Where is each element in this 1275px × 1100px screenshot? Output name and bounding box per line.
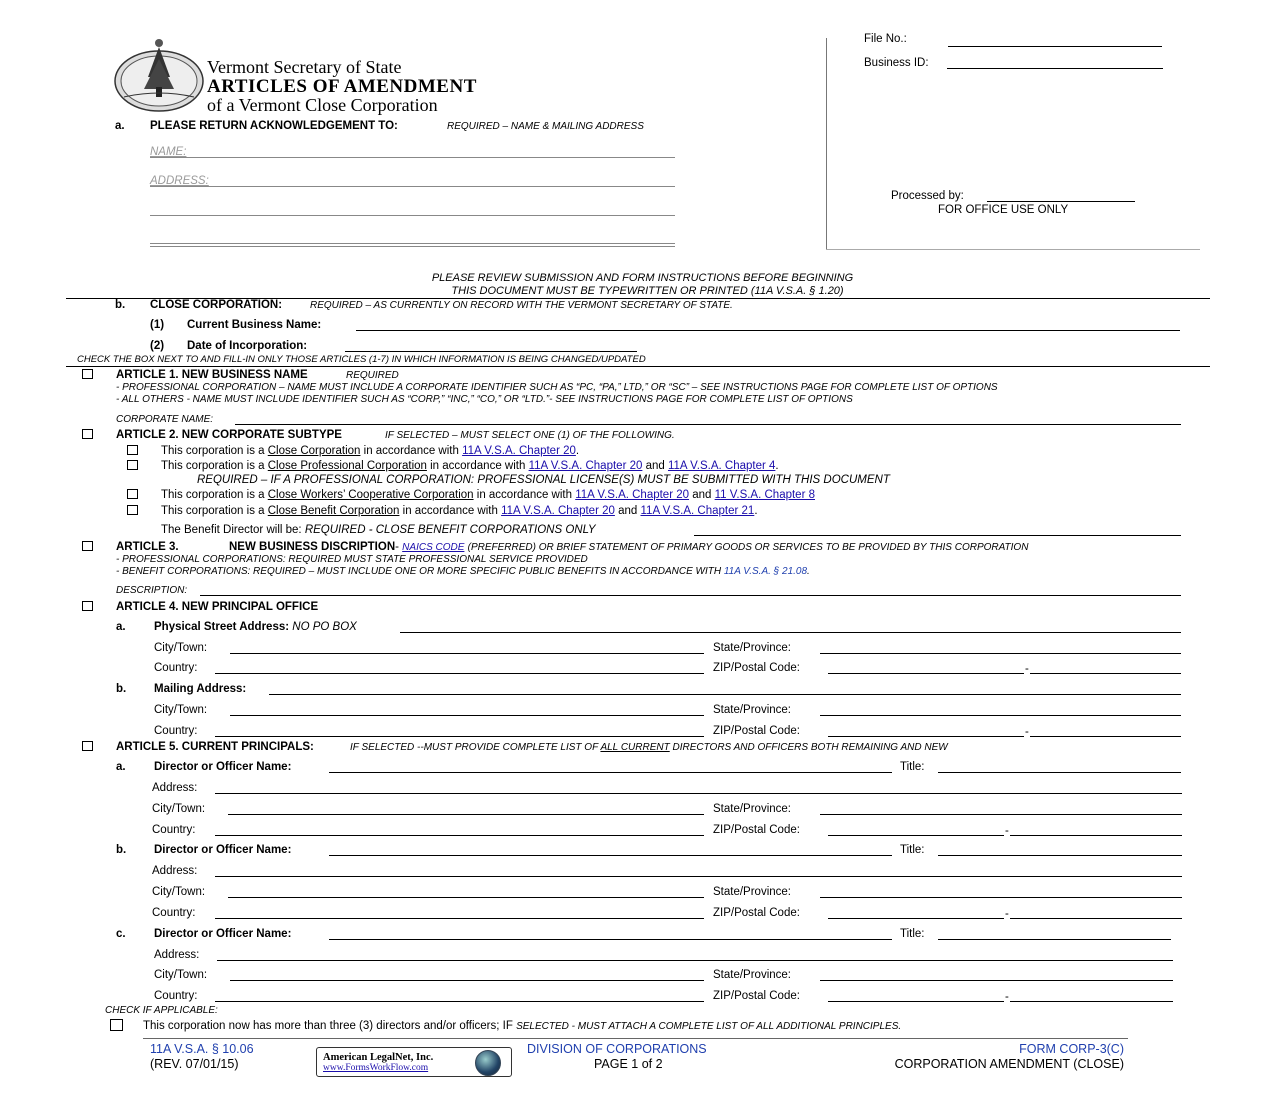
office-bottom-rule — [826, 249, 1200, 250]
a4-b-zip-dash: - — [1025, 726, 1029, 738]
subtype-professional-option: This corporation is a Close Professional Corporation in accordance with 11A V.S.A. Chapter 20 and 11A V.S.A. Chapter 4. — [161, 460, 779, 472]
logo-company: American LegalNet, Inc. — [323, 1052, 434, 1063]
principal-a-country-label: Country: — [152, 824, 196, 836]
principal-b-country-field[interactable] — [215, 918, 704, 919]
principal-a-zip-label: ZIP/Postal Code: — [713, 824, 800, 836]
principal-c-state-label: State/Province: — [713, 969, 791, 981]
office-use-label: FOR OFFICE USE ONLY — [938, 204, 1069, 216]
additional-principals-text: This corporation now has more than three (3) directors and/or officers; IF SELECTED - MUST ATTACH A COMPLETE LIST OF ALL ADDITIONAL PRINCIPLES. — [143, 1020, 902, 1032]
principal-c-city-field[interactable] — [230, 980, 704, 981]
agency-name: Vermont Secretary of State — [207, 57, 402, 77]
principal-a-letter: a. — [116, 761, 126, 773]
incorporation-date-label: Date of Incorporation: — [187, 340, 308, 352]
principal-c-address-field[interactable] — [217, 960, 1173, 961]
principal-b-zip-field[interactable] — [828, 918, 1004, 919]
instruction-line-1: PLEASE REVIEW SUBMISSION AND FORM INSTRUCTIONS BEFORE BEGINNING — [431, 272, 854, 284]
subtype-close-checkbox[interactable] — [127, 445, 138, 455]
benefit-director-field[interactable] — [694, 535, 1181, 536]
principal-c-name-field[interactable] — [329, 939, 892, 940]
form-title: ARTICLES OF AMENDMENT — [207, 76, 477, 97]
file-no-field[interactable] — [948, 46, 1162, 47]
principal-a-address-field[interactable] — [215, 793, 1182, 794]
a4-a-state-label: State/Province: — [713, 642, 791, 654]
link-ch20-professional[interactable]: 11A V.S.A. Chapter 20 — [528, 460, 643, 472]
a4-a-letter: a. — [116, 621, 126, 633]
mailing-address-field[interactable] — [269, 694, 1181, 695]
benefit-director-row: The Benefit Director will be: REQUIRED - CLOSE BENEFIT CORPORATIONS ONLY — [161, 524, 596, 536]
principal-b-title-label: Title: — [900, 844, 925, 856]
subtype-workers-label: Close Workers’ Cooperative Corporation — [267, 489, 474, 501]
form-subtitle: of a Vermont Close Corporation — [207, 95, 438, 115]
principal-a-city-label: City/Town: — [152, 803, 206, 815]
physical-address-row: Physical Street Address: NO PO BOX — [154, 621, 357, 633]
section-a-letter: a. — [115, 120, 125, 132]
footer-page: PAGE 1 of 2 — [594, 1057, 663, 1071]
globe-icon — [475, 1050, 501, 1076]
principal-a-state-label: State/Province: — [713, 803, 791, 815]
incorporation-date-field[interactable] — [345, 351, 637, 352]
principal-a-zip-field[interactable] — [828, 835, 1004, 836]
principal-b-zip-dash: - — [1005, 908, 1009, 920]
file-no-label: File No.: — [864, 33, 907, 45]
close-corp-label: CLOSE CORPORATION: — [150, 299, 283, 311]
principal-c-letter: c. — [116, 928, 126, 940]
a4-b-zip-label: ZIP/Postal Code: — [713, 725, 800, 737]
principal-b-name-field[interactable] — [329, 855, 892, 856]
physical-address-field[interactable] — [400, 632, 1181, 633]
principal-a-name-label: Director or Officer Name: — [154, 761, 292, 773]
subtype-close-label: Close Corporation — [267, 445, 361, 457]
section-divider-2 — [66, 366, 1210, 367]
forms-workflow-logo[interactable] — [316, 1047, 512, 1077]
link-ch8[interactable]: 11 V.S.A. Chapter 8 — [714, 489, 815, 501]
principal-c-zip-dash: - — [1005, 991, 1009, 1003]
description-label: DESCRIPTION: — [116, 585, 188, 596]
article-3-line-2: - BENEFIT CORPORATIONS: REQUIRED – MUST INCLUDE ONE OR MORE SPECIFIC PUBLIC BENEFITS IN ACCORDANCE WITH 11A V.S.A. § 21.08. — [116, 566, 810, 577]
principal-a-zip-dash: - — [1005, 825, 1009, 837]
naics-code-link[interactable]: NAICS CODE — [402, 542, 465, 553]
a4-b-state-label: State/Province: — [713, 704, 791, 716]
principal-b-zip-label: ZIP/Postal Code: — [713, 907, 800, 919]
subtype-close-option: This corporation is a Close Corporation in accordance with 11A V.S.A. Chapter 20. — [161, 445, 580, 457]
section-b-letter: b. — [115, 299, 126, 311]
principal-c-zip-label: ZIP/Postal Code: — [713, 990, 800, 1002]
corporate-name-field[interactable] — [235, 424, 1181, 425]
ack-address-field[interactable] — [150, 186, 675, 187]
a4-a-country-field[interactable] — [215, 673, 704, 674]
return-ack-note: REQUIRED – NAME & MAILING ADDRESS — [447, 121, 644, 132]
ack-address-placeholder: ADDRESS: — [150, 175, 209, 187]
principal-b-state-label: State/Province: — [713, 886, 791, 898]
processed-by-field[interactable] — [987, 201, 1135, 202]
additional-principals-checkbox[interactable] — [110, 1019, 123, 1031]
a4-b-city-field[interactable] — [230, 715, 704, 716]
principal-b-city-label: City/Town: — [152, 886, 206, 898]
principal-b-name-label: Director or Officer Name: — [154, 844, 292, 856]
principal-b-address-field[interactable] — [215, 876, 1182, 877]
logo-url: www.FormsWorkFlow.com — [323, 1063, 429, 1073]
mailing-address-label: Mailing Address: — [154, 683, 247, 695]
article-1-label: ARTICLE 1. NEW BUSINESS NAME — [116, 369, 308, 381]
a4-b-zip-field[interactable] — [828, 736, 1024, 737]
principal-b-zip-ext-field[interactable] — [1010, 918, 1182, 919]
principal-a-state-field[interactable] — [820, 814, 1182, 815]
principal-c-state-field[interactable] — [820, 980, 1173, 981]
footer-form-number: FORM CORP-3(C) — [1019, 1042, 1124, 1056]
a4-b-letter: b. — [116, 683, 127, 695]
principal-a-address-label: Address: — [152, 782, 198, 794]
close-corp-note: REQUIRED – AS CURRENTLY ON RECORD WITH THE VERMONT SECRETARY OF STATE. — [310, 300, 733, 311]
processed-by-label: Processed by: — [891, 190, 964, 202]
item-1-num: (1) — [150, 319, 165, 331]
a4-a-zip-field[interactable] — [828, 673, 1024, 674]
a4-b-country-field[interactable] — [215, 736, 704, 737]
principal-c-zip-field[interactable] — [828, 1001, 1004, 1002]
principal-b-letter: b. — [116, 844, 127, 856]
state-seal — [112, 37, 206, 113]
ack-address-line-4[interactable] — [150, 246, 675, 247]
article-2-note: IF SELECTED – MUST SELECT ONE (1) OF THE FOLLOWING. — [385, 430, 675, 441]
description-field[interactable] — [200, 595, 1181, 596]
footer-division: DIVISION OF CORPORATIONS — [527, 1042, 707, 1056]
a4-b-country-label: Country: — [154, 725, 198, 737]
article-4-checkbox[interactable] — [82, 601, 93, 611]
a4-a-city-field[interactable] — [230, 653, 704, 654]
article-3-heading: NEW BUSINESS DISCRIPTION- NAICS CODE (PREFERRED) OR BRIEF STATEMENT OF PRIMARY GOODS OR SERVICES TO BE PROVIDED BY THIS CORPORATION — [229, 541, 1029, 553]
principal-a-zip-ext-field[interactable] — [1010, 835, 1182, 836]
business-id-label: Business ID: — [864, 57, 929, 69]
subtype-workers-option: This corporation is a Close Workers’ Cooperative Corporation in accordance with 11A V.S.A. Chapter 20 and 11 V.S.A. Chapter 8 — [161, 489, 815, 501]
link-ch4[interactable]: 11A V.S.A. Chapter 4 — [667, 460, 776, 472]
subtype-benefit-option: This corporation is a Close Benefit Corporation in accordance with 11A V.S.A. Chapter 20 and 11A V.S.A. Chapter 21. — [161, 505, 758, 517]
subtype-benefit-label: Close Benefit Corporation — [267, 505, 400, 517]
footer-rule — [143, 1038, 1128, 1039]
a4-a-zip-label: ZIP/Postal Code: — [713, 662, 800, 674]
ack-address-line-2[interactable] — [150, 215, 675, 216]
corporate-name-label: CORPORATE NAME: — [116, 414, 214, 425]
article-4-label: ARTICLE 4. NEW PRINCIPAL OFFICE — [116, 601, 319, 613]
principal-a-name-field[interactable] — [329, 772, 892, 773]
subtype-benefit-checkbox[interactable] — [127, 505, 138, 515]
return-ack-label: PLEASE RETURN ACKNOWLEDGEMENT TO: — [150, 120, 398, 132]
principal-a-title-field[interactable] — [938, 772, 1181, 773]
article-5-note: IF SELECTED --MUST PROVIDE COMPLETE LIST OF ALL CURRENT DIRECTORS AND OFFICERS BOTH REMAINING AND NEW — [350, 742, 948, 753]
principal-b-country-label: Country: — [152, 907, 196, 919]
principal-b-address-label: Address: — [152, 865, 198, 877]
principal-c-zip-ext-field[interactable] — [1010, 1001, 1173, 1002]
link-ch20-workers[interactable]: 11A V.S.A. Chapter 20 — [575, 489, 690, 501]
principal-c-country-field[interactable] — [215, 1001, 704, 1002]
check-if-applicable-label: CHECK IF APPLICABLE: — [105, 1005, 218, 1016]
a4-a-zip-dash: - — [1025, 663, 1029, 675]
link-ch21[interactable]: 11A V.S.A. Chapter 21 — [640, 505, 755, 517]
a4-b-zip-ext-field[interactable] — [1030, 736, 1181, 737]
footer-form-title: CORPORATION AMENDMENT (CLOSE) — [894, 1057, 1124, 1071]
principal-c-name-label: Director or Officer Name: — [154, 928, 292, 940]
ack-name-placeholder: NAME: — [150, 146, 187, 158]
article-1-line-2: - ALL OTHERS - NAME MUST INCLUDE IDENTIFIER SUCH AS “CORP,” “INC,” “CO,” OR “LTD.”- SEE INSTRUCTIONS PAGE FOR COMPLETE LIST OF OPTIONS — [116, 394, 853, 405]
professional-license-note: REQUIRED – IF A PROFESSIONAL CORPORATION: PROFESSIONAL LICENSE(S) MUST BE SUBMITTED WITH THIS DOCUMENT — [197, 474, 890, 486]
article-1-checkbox[interactable] — [82, 369, 93, 379]
article-2-label: ARTICLE 2. NEW CORPORATE SUBTYPE — [116, 429, 342, 441]
ack-name-field[interactable] — [150, 157, 675, 158]
link-21-08[interactable]: 11A V.S.A. § 21.08 — [723, 566, 808, 577]
a4-b-state-field[interactable] — [820, 715, 1181, 716]
principal-b-state-field[interactable] — [820, 897, 1182, 898]
business-id-field[interactable] — [947, 68, 1163, 69]
article-5-checkbox[interactable] — [82, 741, 93, 751]
office-divider — [826, 38, 827, 249]
a4-a-state-field[interactable] — [820, 653, 1181, 654]
principal-c-title-field[interactable] — [938, 939, 1171, 940]
item-2-num: (2) — [150, 340, 165, 352]
principal-c-city-label: City/Town: — [154, 969, 208, 981]
principal-b-city-field[interactable] — [228, 897, 704, 898]
principal-a-city-field[interactable] — [228, 814, 704, 815]
principal-b-title-field[interactable] — [938, 855, 1182, 856]
check-instructions: CHECK THE BOX NEXT TO AND FILL-IN ONLY THOSE ARTICLES (1-7) IN WHICH INFORMATION IS BEING CHANGED/UPDATED — [77, 354, 646, 365]
article-5-label: ARTICLE 5. CURRENT PRINCIPALS: — [116, 741, 314, 753]
article-3-line-1: - PROFESSIONAL CORPORATIONS: REQUIRED MUST STATE PROFESSIONAL SERVICE PROVIDED — [116, 554, 588, 565]
a4-a-city-label: City/Town: — [154, 642, 208, 654]
article-3-checkbox[interactable] — [82, 541, 93, 551]
principal-c-title-label: Title: — [900, 928, 925, 940]
link-ch20-benefit[interactable]: 11A V.S.A. Chapter 20 — [501, 505, 615, 517]
subtype-workers-checkbox[interactable] — [127, 489, 138, 499]
article-3-label: ARTICLE 3. — [116, 541, 179, 553]
link-ch20-close[interactable]: 11A V.S.A. Chapter 20 — [462, 445, 576, 457]
principal-a-country-field[interactable] — [215, 835, 704, 836]
principal-c-address-label: Address: — [154, 949, 200, 961]
principal-a-title-label: Title: — [900, 761, 925, 773]
footer-statute: 11A V.S.A. § 10.06 — [150, 1042, 254, 1056]
ack-address-line-3[interactable] — [150, 243, 675, 244]
current-name-label: Current Business Name: — [187, 319, 322, 331]
current-name-field[interactable] — [356, 330, 1180, 331]
subtype-professional-label: Close Professional Corporation — [267, 460, 427, 472]
a4-b-city-label: City/Town: — [154, 704, 208, 716]
footer-revision: (REV. 07/01/15) — [150, 1057, 239, 1071]
article-2-checkbox[interactable] — [82, 429, 93, 439]
principal-c-country-label: Country: — [154, 990, 198, 1002]
subtype-professional-checkbox[interactable] — [127, 460, 138, 470]
instruction-line-2: THIS DOCUMENT MUST BE TYPEWRITTEN OR PRINTED (11A V.S.A. § 1.20) — [451, 285, 844, 297]
a4-a-zip-ext-field[interactable] — [1030, 673, 1181, 674]
article-1-note: REQUIRED — [346, 370, 399, 381]
a4-a-country-label: Country: — [154, 662, 198, 674]
article-1-line-1: - PROFESSIONAL CORPORATION – NAME MUST INCLUDE A CORPORATE IDENTIFIER SUCH AS “PC, “PA,” LTD,” OR “SC” – SEE INSTRUCTIONS PAGE FOR COMPLETE LIST OF OPTIONS — [116, 382, 998, 393]
